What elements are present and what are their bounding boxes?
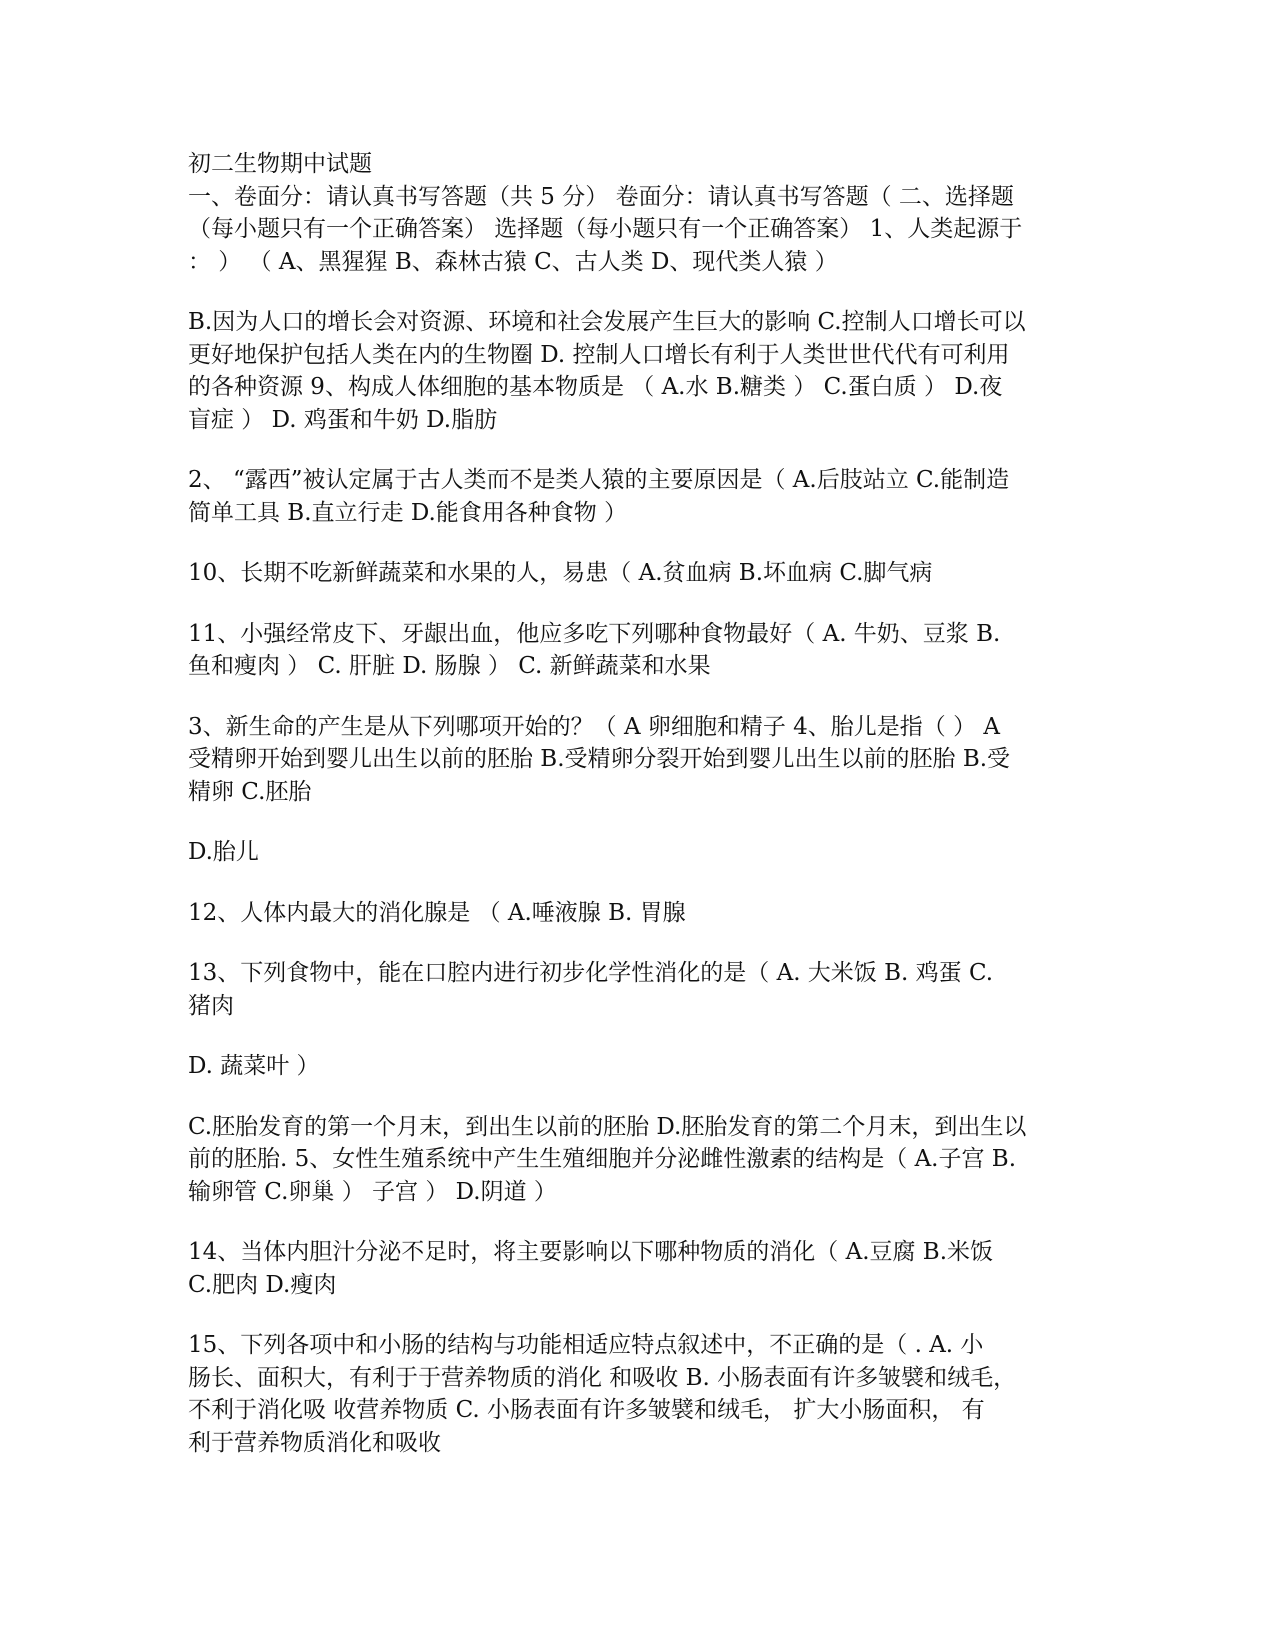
question-paragraph: [188, 711, 1094, 809]
text-line: 2、 “露西”被认定属于古人类而不是类人猿的主要原因是（ A.后肢站立 C.能制造: [188, 467, 1010, 493]
text-line: 利于营养物质消化和吸收: [188, 1429, 441, 1456]
document-title: 初二生物期中试题: [188, 151, 372, 177]
text-line: 猪肉: [188, 992, 234, 1019]
text-line: 14、当体内胆汁分泌不足时，将主要影响以下哪种物质的消化（ A.豆腐 B.米饭: [188, 1239, 994, 1265]
text-line: 精卵 C.胚胎: [188, 778, 312, 805]
text-line: 11、小强经常皮下、牙龈出血，他应多吃下列哪种食物最好（ A. 牛奶、豆浆 B.: [188, 620, 1001, 647]
text-line: 更好地保护包括人类在内的生物圈 D. 控制人口增长有利于人类世世代代有可利用: [188, 341, 1010, 368]
text-line: D.胎儿: [188, 839, 259, 865]
text-line: （每小题只有一个正确答案） 选择题（每小题只有一个正确答案） 1、人类起源于: [188, 216, 1023, 242]
question-paragraph: [188, 897, 1094, 930]
text-line: 肠长、面积大，有利于于营养物质的消化 和吸收 B. 小肠表面有许多皱襞和绒毛，: [188, 1364, 1017, 1391]
text-line: 盲症 ） D. 鸡蛋和牛奶 D.脂肪: [188, 406, 498, 433]
text-line: 前的胚胎. 5、女性生殖系统中产生生殖细胞并分泌雌性激素的结构是（ A.子宫 B.: [188, 1146, 1017, 1172]
question-paragraph: [188, 957, 1094, 1022]
text-line: 10、长期不吃新鲜蔬菜和水果的人，易患（ A.贫血病 B.坏血病 C.脚气病: [188, 560, 933, 586]
text-line: 的各种资源 9、构成人体细胞的基本物质是 （ A.水 B.糖类 ） C.蛋白质 ） D.夜: [188, 374, 1003, 400]
text-line: C.肥肉 D.瘦肉: [188, 1271, 337, 1298]
question-paragraph: [188, 181, 1094, 279]
question-paragraph: [188, 557, 1094, 590]
text-line: 受精卵开始到婴儿出生以前的胚胎 B.受精卵分裂开始到婴儿出生以前的胚胎 B.受: [188, 746, 1011, 772]
text-line: 15、下列各项中和小肠的结构与功能相适应特点叙述中，不正确的是（ . A. 小: [188, 1332, 984, 1358]
text-line: B.因为人口的增长会对资源、环境和社会发展产生巨大的影响 C.控制人口增长可以: [188, 309, 1026, 335]
text-line: 简单工具 B.直立行走 D.能食用各种食物 ）: [188, 499, 628, 526]
question-paragraph: [188, 1050, 1094, 1083]
text-line: 输卵管 C.卵巢 ） 子宫 ） D.阴道 ）: [188, 1178, 557, 1205]
question-paragraph: [188, 306, 1094, 436]
question-paragraph: [188, 1236, 1094, 1301]
text-line: 3、新生命的产生是从下列哪项开始的？（ A 卵细胞和精子 4、胎儿是指（ ） A: [188, 713, 1001, 740]
text-line: 12、人体内最大的消化腺是 （ A.唾液腺 B. 胃腺: [188, 899, 686, 926]
text-line: D. 蔬菜叶 ）: [188, 1053, 320, 1079]
paragraph-list: [188, 181, 1094, 1460]
document-body: [188, 148, 1094, 1459]
text-line: 鱼和瘦肉 ） C. 肝脏 D. 肠腺 ） C. 新鲜蔬菜和水果: [188, 653, 711, 679]
text-line: 一、卷面分：请认真书写答题（共 5 分） 卷面分：请认真书写答题（ 二、选择题: [188, 183, 1014, 210]
question-paragraph: [188, 1111, 1094, 1209]
question-paragraph: [188, 836, 1094, 869]
text-line: 13、下列食物中，能在口腔内进行初步化学性消化的是（ A. 大米饭 B. 鸡蛋 C.: [188, 960, 994, 986]
question-paragraph: [188, 1329, 1094, 1459]
text-line: ： ） （ A、黑猩猩 B、森林古猿 C、古人类 D、现代类人猿 ）: [188, 248, 838, 275]
text-line: C.胚胎发育的第一个月末，到出生以前的胚胎 D.胚胎发育的第二个月末，到出生以: [188, 1113, 1027, 1140]
question-paragraph: [188, 464, 1094, 529]
text-line: 不利于消化吸 收营养物质 C. 小肠表面有许多皱襞和绒毛， 扩大小肠面积， 有: [188, 1397, 985, 1423]
question-paragraph: [188, 618, 1094, 683]
